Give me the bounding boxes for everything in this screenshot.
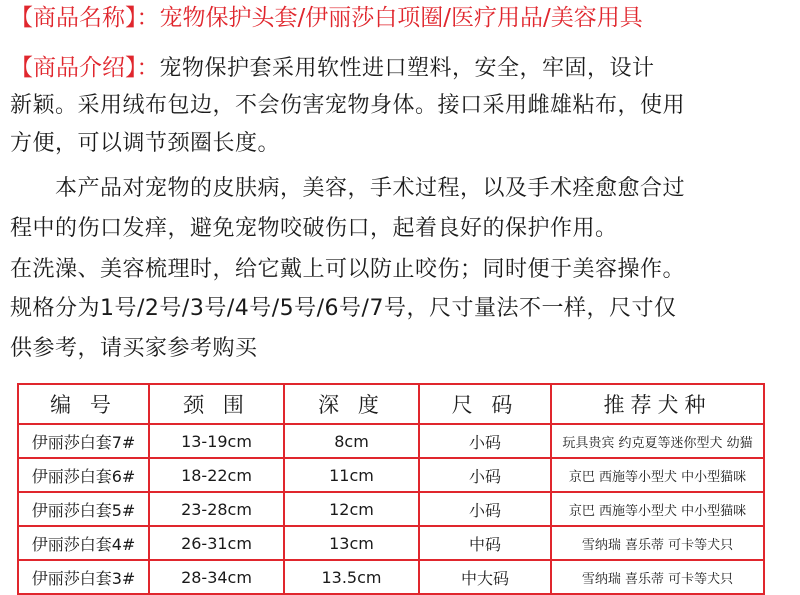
header-breed: 推荐犬种 (551, 384, 764, 424)
cell-neck: 23-28cm (149, 492, 284, 526)
cell-breed: 京巴 西施等小型犬 中小型猫咪 (551, 492, 764, 526)
intro-text: 在洗澡、美容梳理时，给它戴上可以防止咬伤；同时便于美容操作。 (10, 257, 686, 282)
intro-text: 本产品对宠物的皮肤病，美容，手术过程，以及手术痊愈愈合过 (55, 176, 686, 201)
cell-breed: 京巴 西施等小型犬 中小型猫咪 (551, 458, 764, 492)
intro-text: 方便，可以调节颈圈长度。 (10, 131, 281, 156)
intro-text: 程中的伤口发痒，避免宠物咬破伤口，起着良好的保护作用。 (10, 216, 618, 241)
table-row (18, 560, 764, 594)
cell-number: 伊丽莎白套7# (18, 424, 149, 458)
table-row (18, 458, 764, 492)
cell-depth: 11cm (284, 458, 419, 492)
cell-neck: 13-19cm (149, 424, 284, 458)
intro-text: 宠物保护套采用软性进口塑料，安全，牢固，设计 (159, 56, 655, 81)
cell-depth: 13cm (284, 526, 419, 560)
cell-depth: 12cm (284, 492, 419, 526)
header-size: 尺 码 (419, 384, 551, 424)
size-table (17, 383, 765, 595)
product-intro-label: 【商品介绍】： (10, 55, 160, 81)
table-row (18, 526, 764, 560)
cell-neck: 26-31cm (149, 526, 284, 560)
cell-neck: 18-22cm (149, 458, 284, 492)
cell-depth: 8cm (284, 424, 419, 458)
product-name-value: 宠物保护头套/伊丽莎白项圈/医疗用品/美容用具 (159, 5, 643, 31)
cell-depth: 13.5cm (284, 560, 419, 594)
cell-number: 伊丽莎白套5# (18, 492, 149, 526)
table-row (18, 492, 764, 526)
cell-number: 伊丽莎白套3# (18, 560, 149, 594)
product-name-line (10, 2, 643, 34)
intro-text: 规格分为1号/2号/3号/4号/5号/6号/7号，尺寸量法不一样，尺寸仅 (10, 296, 677, 321)
intro-text: 供参考，请买家参考购买 (10, 336, 258, 361)
header-neck: 颈 围 (149, 384, 284, 424)
cell-size: 中大码 (419, 560, 551, 594)
cell-breed: 玩具贵宾 约克夏等迷你型犬 幼猫 (551, 424, 764, 458)
cell-breed: 雪纳瑞 喜乐蒂 可卡等犬只 (551, 526, 764, 560)
cell-size: 小码 (419, 458, 551, 492)
product-intro-line-1 (10, 52, 655, 85)
cell-number: 伊丽莎白套4# (18, 526, 149, 560)
cell-breed: 雪纳瑞 喜乐蒂 可卡等犬只 (551, 560, 764, 594)
cell-size: 中码 (419, 526, 551, 560)
intro-text: 新颖。采用绒布包边，不会伤害宠物身体。接口采用雌雄粘布，使用 (10, 93, 686, 118)
cell-neck: 28-34cm (149, 560, 284, 594)
cell-size: 小码 (419, 424, 551, 458)
table-row (18, 424, 764, 458)
product-name-label: 【商品名称】： (10, 5, 160, 31)
header-depth: 深 度 (284, 384, 419, 424)
cell-number: 伊丽莎白套6# (18, 458, 149, 492)
cell-size: 小码 (419, 492, 551, 526)
header-number: 编 号 (18, 384, 149, 424)
table-header-row (18, 384, 764, 424)
